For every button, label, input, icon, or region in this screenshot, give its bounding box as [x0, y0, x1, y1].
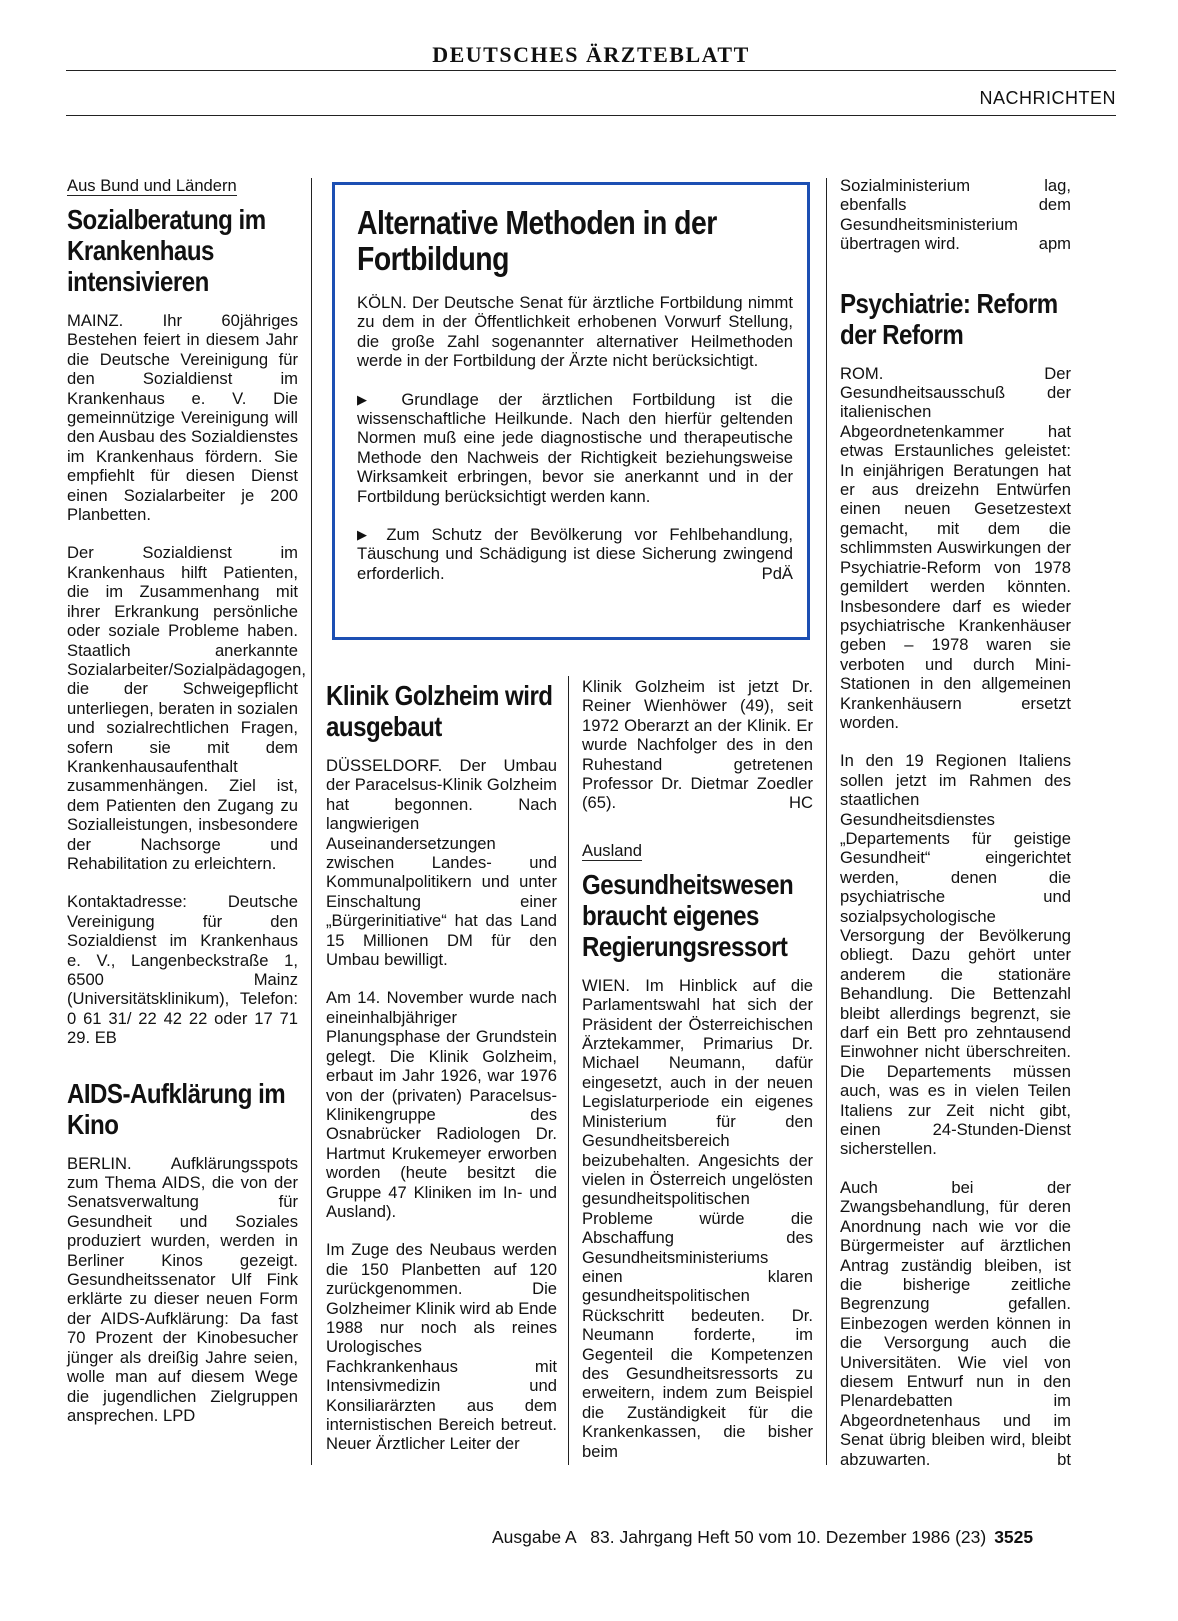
bullet-arrow-icon: ▶ [357, 391, 382, 407]
paragraph: KÖLN. Der Deutsche Senat für ärztliche Fortbildung nimmt zu dem in der Öffentlichkeit erhobenen Vorwurf Stellung, die große Zahl sogenannter alternativer Heilmethoden werde in der Fortbildung der Ärzte nicht berücksichtigt. [357, 293, 793, 371]
headline-psychiatrie: Psychiatrie: Reform der Reform [840, 287, 1058, 350]
paragraph: Der Sozialdienst im Krankenhaus hilft Patienten, die im Zusammenhang mit ihrer Erkrankung persönliche oder soziale Probleme haben. Staatlich anerkannte Sozialarbeiter/Sozialpädagogen, die der Schweigepflicht unterliegen, beraten in sozialen und sozialrechtlichen Fragen, sofern sie mit dem Krankenhausaufenthalt zusammenhängen. Ziel ist, dem Patienten den Zugang zu Sozialleistungen, insbesondere der Nachsorge und Rehabilitation zu erleichtern. [67, 543, 306, 873]
page-number: 3525 [994, 1527, 1034, 1547]
author-signature: EB [94, 1028, 117, 1048]
paragraph [357, 525, 793, 583]
author-signature: HC [789, 793, 813, 813]
headline-aids: AIDS-Aufklärung im Kino [67, 1077, 286, 1140]
paragraph [840, 176, 1071, 254]
author-signature: apm [1038, 234, 1071, 254]
column-divider [568, 676, 569, 1465]
column-1 [67, 176, 306, 1425]
author-signature: LPD [162, 1405, 196, 1425]
header-rule [66, 115, 1116, 116]
issue-info: Ausgabe A 83. Jahrgang Heft 50 vom 10. Dezember 1986 (23) [492, 1527, 987, 1547]
column-divider [826, 178, 827, 1465]
column-3 [582, 677, 813, 1461]
paragraph: MAINZ. Ihr 60jähriges Bestehen feiert in diesem Jahr die Deutsche Vereinigung für den Sozialdienst im Krankenhaus e. V. Die gemeinnützige Vereinigung will den Ausbau des Sozialdienstes im Krankenhaus fördern. Sie empfiehlt für diesen Dienst einen Sozialarbeiter je 200 Planbetten. [67, 311, 298, 525]
headline-sozialberatung: Sozialberatung im Krankenhaus intensivieren [67, 204, 266, 297]
kicker-ausland: Ausland [582, 840, 642, 860]
column-4 [840, 176, 1071, 1469]
bullet-arrow-icon: ▶ [357, 527, 375, 543]
paragraph: In den 19 Regionen Italiens sollen jetzt im Rahmen des staatlichen Gesundheitsdienstes „Departements für geistige Gesundheit“ eingerichtet werden, denen die psychiatrische und sozialpsychologische Versorgung der Bevölkerung obliegt. Dazu gehört unter anderem die stationäre Behandlung. Die Bettenzahl bleibt allerdings begrenzt, sie darf ein Bett pro zehntausend Einwohner nicht überschreiten. Die Departements müssen auch, was es in vielen Teilen Italiens zur Zeit nicht gibt, einen 24-Stunden-Dienst sicherstellen. [840, 751, 1071, 1159]
paragraph: WIEN. Im Hinblick auf die Parlamentswahl hat sich der Präsident der Österreichischen Ärztekammer, Primarius Dr. Michael Neumann, dafür eingesetzt, auch in der neuen Legislaturperiode ein eigenes Ministerium für den Gesundheitsbereich beizubehalten. Angesichts der vielen in Österreich ungelösten gesundheitspolitischen Probleme würde die Abschaffung des Gesundheitsministeriums einen klaren gesundheitspolitischen Rückschritt bedeuten. Dr. Neumann forderte, im Gegenteil die Kompetenzen des Gesundheitsressorts zu erweitern, indem zum Beispiel die Zuständigkeit für die Krankenkassen, die bisher beim [582, 975, 813, 1461]
continued-text: Sozialministerium lag, ebenfalls dem Gesundheitsministerium übertragen wird. [840, 176, 1071, 254]
paragraph: Im Zuge des Neubaus werden die 150 Planbetten auf 120 zurückgenommen. Die Golzheimer Klinik wird ab Ende 1988 nur noch als reines Urologisches Fachkrankenhaus mit Intensivmedizin und Konsiliarärzten aus dem internistischen Bereich betreut. Neuer Ärztlicher Leiter der [326, 1240, 557, 1454]
bullet-text: Zum Schutz der Bevölkerung vor Fehlbehandlung, Täuschung und Schädigung ist diese Sicherung zwingend erforderlich. [357, 525, 793, 583]
boxed-article [332, 182, 810, 640]
footer [492, 1527, 1033, 1548]
psychiatrie-closing: Auch bei der Zwangsbehandlung, für deren Anordnung nach wie vor die Bürgermeister auf ärztlichen Antrag zuständig bleiben, ist die bisherige zeitliche Begrenzung gefallen. Einbezogen werden können in die Versorgung auch die Universitäten. Wie viel von diesem Entwurf nun in den Plenardebatten im Abgeordnetenhaus und im Senat übrig bleiben wird, bleibt abzuwarten. [840, 1177, 1071, 1469]
paragraph [582, 677, 813, 813]
section-label: NACHRICHTEN [979, 88, 1116, 108]
masthead: DEUTSCHES ÄRZTEBLATT [432, 42, 750, 67]
column-divider [311, 178, 312, 1465]
paragraph: DÜSSELDORF. Der Umbau der Paracelsus-Klinik Golzheim hat begonnen. Nach langwierigen Auseinandersetzungen zwischen Landes- und Kommunalpolitikern und unter Einschaltung einer „Bürgerinitiative“ hat das Land 15 Millionen DM für den Umbau bewilligt. [326, 756, 557, 970]
paragraph [840, 1178, 1071, 1469]
paragraph [357, 390, 793, 506]
kicker-inland: Aus Bund und Ländern [67, 176, 237, 195]
headline-alternative-methoden: Alternative Methoden in der Fortbildung [357, 204, 717, 277]
paragraph [67, 1154, 298, 1426]
headline-golzheim: Klinik Golzheim wird ausgebaut [326, 680, 553, 742]
column-2 [326, 676, 557, 1454]
paragraph [67, 892, 298, 1047]
headline-gesundheitswesen: Gesundheitswesen braucht eigenes Regierungsressort [582, 868, 794, 962]
contact-text: Kontaktadresse: Deutsche Vereinigung für den Sozialdienst im Krankenhaus e. V., Langenbeckstraße 1, 6500 Mainz (Universitätsklinikum), Telefon: 0 61 31/ 22 42 22 oder 17 71 29. [67, 892, 298, 1048]
masthead-rule [66, 70, 1116, 71]
author-signature: PdÄ [761, 563, 793, 583]
paragraph: Am 14. November wurde nach eineinhalbjähriger Planungsphase der Grundstein gelegt. Die Klinik Golzheim, erbaut im Jahr 1926, war 1976 von der (privaten) Paracelsus-Klinikengruppe des Osnabrücker Radiologen Dr. Hartmut Krukemeyer erworben worden (heute besitzt die Gruppe 47 Kliniken im In- und Ausland). [326, 988, 557, 1221]
golzheim-continued: Klinik Golzheim ist jetzt Dr. Reiner Wienhöwer (49), seit 1972 Oberarzt an der Klinik. Er wurde Nachfolger des in den Ruhestand getretenen Professor Dr. Dietmar Zoedler (65). [582, 677, 813, 813]
bullet-text: Grundlage der ärztlichen Fortbildung ist die wissenschaftliche Heilkunde. Nach den hierfür geltenden Normen muß eine jede diagnostische und therapeutische Methode den Nachweis der Richtigkeit beziehungsweise Wirksamkeit erbringen, bevor sie anerkannt und in der Fortbildung berücksichtigt werden kann. [357, 389, 793, 506]
author-signature: bt [1057, 1449, 1071, 1469]
aids-text: BERLIN. Aufklärungsspots zum Thema AIDS, die von der Senatsverwaltung für Gesundheit und Soziales produziert wurden, werden in Berliner Kinos gezeigt. Gesundheitssenator Ulf Fink erklärte zu dieser neuen Form der AIDS-Aufklärung: Da fast 70 Prozent der Kinobesucher jünger als dreißig Jahre seien, wolle man auf diesem Wege die jugendlichen Zielgruppen ansprechen. [67, 1153, 298, 1425]
paragraph: ROM. Der Gesundheitsausschuß der italienischen Abgeordnetenkammer hat etwas Erstaunliches geleistet: In einjährigen Beratungen hat er aus dreizehn Entwürfen einen neuen Gesetzestext gemacht, mit dem die schlimmsten Auswirkungen der Psychiatrie-Reform von 1978 gemildert werden könnten. Insbesondere darf es wieder psychiatrische Krankenhäuser geben – 1978 waren sie verboten und durch Mini-Stationen in den allgemeinen Krankenhäusern ersetzt worden. [840, 363, 1071, 732]
